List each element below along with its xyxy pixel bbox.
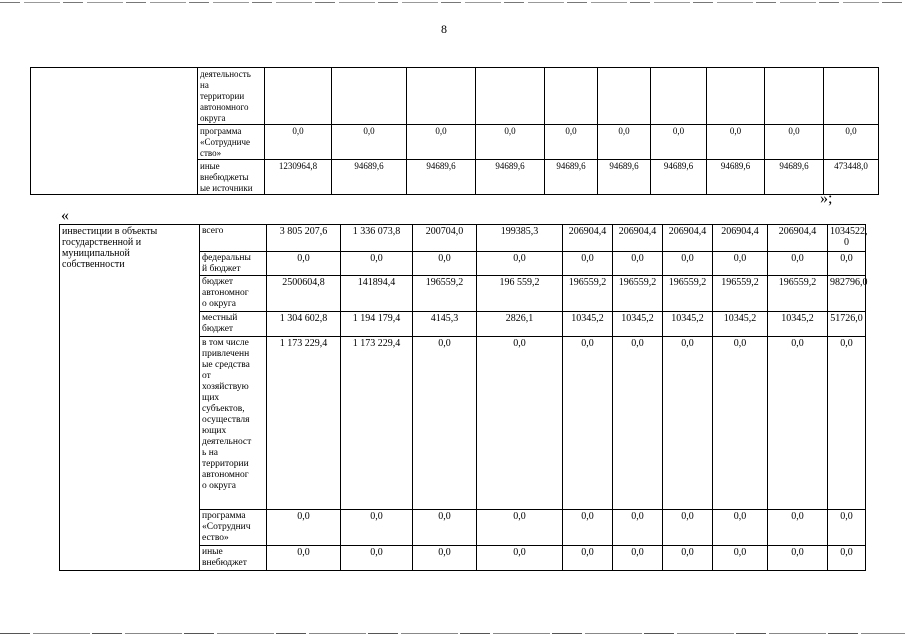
value-cell: 94689,6	[407, 160, 476, 195]
value-cell: 0,0	[598, 125, 651, 160]
value-cell: 0,0	[651, 125, 707, 160]
row-label: иные внебюджет	[200, 546, 267, 571]
value-cell: 0,0	[476, 125, 545, 160]
value-cell: 0,0	[824, 125, 879, 160]
scan-border-top	[0, 2, 905, 3]
page-number: 8	[441, 22, 447, 36]
value-cell: 0,0	[265, 125, 332, 160]
value-cell	[407, 68, 476, 125]
value-cell: 10345,2	[563, 312, 613, 337]
value-cell: 1 173 229,4	[341, 337, 413, 510]
value-cell: 0,0	[613, 337, 663, 510]
value-cell: 0,0	[267, 510, 341, 546]
value-cell: 0,0	[828, 546, 866, 571]
table-row	[31, 68, 879, 125]
row-label: всего	[200, 225, 267, 252]
value-cell: 10345,2	[663, 312, 713, 337]
value-cell: 94689,6	[476, 160, 545, 195]
budget-table-top	[30, 67, 879, 195]
value-cell: 0,0	[563, 337, 613, 510]
value-cell: 199385,3	[477, 225, 563, 252]
value-cell: 0,0	[768, 337, 828, 510]
value-cell: 0,0	[341, 252, 413, 276]
value-cell: 94689,6	[707, 160, 765, 195]
value-cell: 0,0	[563, 546, 613, 571]
value-cell: 1034522, 0	[828, 225, 866, 252]
row-label: местный бюджет	[200, 312, 267, 337]
value-cell: 2826,1	[477, 312, 563, 337]
value-cell: 0,0	[768, 510, 828, 546]
value-cell: 94689,6	[332, 160, 407, 195]
value-cell: 1 173 229,4	[267, 337, 341, 510]
value-cell: 94689,6	[651, 160, 707, 195]
value-cell	[265, 68, 332, 125]
value-cell: 0,0	[413, 546, 477, 571]
value-cell: 0,0	[828, 252, 866, 276]
value-cell: 0,0	[768, 252, 828, 276]
value-cell: 206904,4	[713, 225, 768, 252]
value-cell: 0,0	[563, 510, 613, 546]
budget-table-investments	[59, 224, 866, 571]
value-cell: 473448,0	[824, 160, 879, 195]
value-cell: 0,0	[828, 510, 866, 546]
value-cell: 0,0	[663, 546, 713, 571]
row-label: программа «Сотрудниче ство»	[198, 125, 265, 160]
value-cell	[824, 68, 879, 125]
value-cell: 94689,6	[765, 160, 824, 195]
value-cell: 0,0	[477, 546, 563, 571]
value-cell	[765, 68, 824, 125]
value-cell: 982796,0	[828, 276, 866, 312]
value-cell	[707, 68, 765, 125]
table-row	[60, 225, 866, 252]
value-cell	[598, 68, 651, 125]
value-cell: 0,0	[407, 125, 476, 160]
value-cell: 1 194 179,4	[341, 312, 413, 337]
value-cell: 196559,2	[563, 276, 613, 312]
value-cell: 94689,6	[545, 160, 598, 195]
scan-border-bottom	[0, 633, 905, 634]
value-cell	[476, 68, 545, 125]
value-cell: 196559,2	[768, 276, 828, 312]
closing-quote-mark: »;	[820, 190, 833, 207]
value-cell	[545, 68, 598, 125]
value-cell: 0,0	[477, 510, 563, 546]
value-cell: 0,0	[341, 546, 413, 571]
value-cell: 206904,4	[613, 225, 663, 252]
row-label: федеральны й бюджет	[200, 252, 267, 276]
value-cell: 141894,4	[341, 276, 413, 312]
value-cell: 51726,0	[828, 312, 866, 337]
value-cell: 0,0	[768, 546, 828, 571]
value-cell: 0,0	[765, 125, 824, 160]
value-cell: 0,0	[713, 510, 768, 546]
value-cell: 196 559,2	[477, 276, 563, 312]
value-cell: 10345,2	[713, 312, 768, 337]
value-cell: 0,0	[477, 337, 563, 510]
value-cell: 10345,2	[768, 312, 828, 337]
value-cell: 0,0	[413, 510, 477, 546]
value-cell: 94689,6	[598, 160, 651, 195]
opening-quote-mark: «	[61, 207, 69, 224]
value-cell: 1 336 073,8	[341, 225, 413, 252]
value-cell: 0,0	[267, 252, 341, 276]
value-cell: 0,0	[663, 252, 713, 276]
value-cell: 0,0	[713, 337, 768, 510]
value-cell: 4145,3	[413, 312, 477, 337]
empty-name-cell	[31, 68, 198, 195]
value-cell: 0,0	[707, 125, 765, 160]
value-cell: 0,0	[267, 546, 341, 571]
value-cell: 0,0	[341, 510, 413, 546]
value-cell: 1 304 602,8	[267, 312, 341, 337]
row-label: в том числе привлеченн ые средства от хозяйствую щих субъектов, осуществля ющих деятельност ь на территории автономног о округа	[200, 337, 267, 510]
value-cell: 0,0	[713, 252, 768, 276]
value-cell: 3 805 207,6	[267, 225, 341, 252]
value-cell	[332, 68, 407, 125]
value-cell: 0,0	[563, 252, 613, 276]
program-name-cell: инвестиции в объекты государственной и муниципальной собственности	[60, 225, 200, 571]
value-cell: 0,0	[828, 337, 866, 510]
value-cell: 1230964,8	[265, 160, 332, 195]
value-cell: 0,0	[413, 252, 477, 276]
value-cell: 10345,2	[613, 312, 663, 337]
value-cell: 206904,4	[663, 225, 713, 252]
value-cell: 2500604,8	[267, 276, 341, 312]
row-label: иные внебюджеты ые источники	[198, 160, 265, 195]
row-label: программа «Сотруднич ество»	[200, 510, 267, 546]
value-cell: 196559,2	[663, 276, 713, 312]
value-cell: 0,0	[332, 125, 407, 160]
value-cell: 0,0	[613, 510, 663, 546]
value-cell: 200704,0	[413, 225, 477, 252]
row-label: бюджет автономног о округа	[200, 276, 267, 312]
value-cell: 0,0	[663, 510, 713, 546]
row-label: деятельность на территории автономного округа	[198, 68, 265, 125]
value-cell	[651, 68, 707, 125]
value-cell: 0,0	[613, 546, 663, 571]
value-cell: 0,0	[613, 252, 663, 276]
value-cell: 206904,4	[563, 225, 613, 252]
value-cell: 0,0	[545, 125, 598, 160]
value-cell: 206904,4	[768, 225, 828, 252]
value-cell: 196559,2	[613, 276, 663, 312]
value-cell: 196559,2	[413, 276, 477, 312]
value-cell: 0,0	[413, 337, 477, 510]
value-cell: 0,0	[477, 252, 563, 276]
value-cell: 196559,2	[713, 276, 768, 312]
value-cell: 0,0	[663, 337, 713, 510]
value-cell: 0,0	[713, 546, 768, 571]
